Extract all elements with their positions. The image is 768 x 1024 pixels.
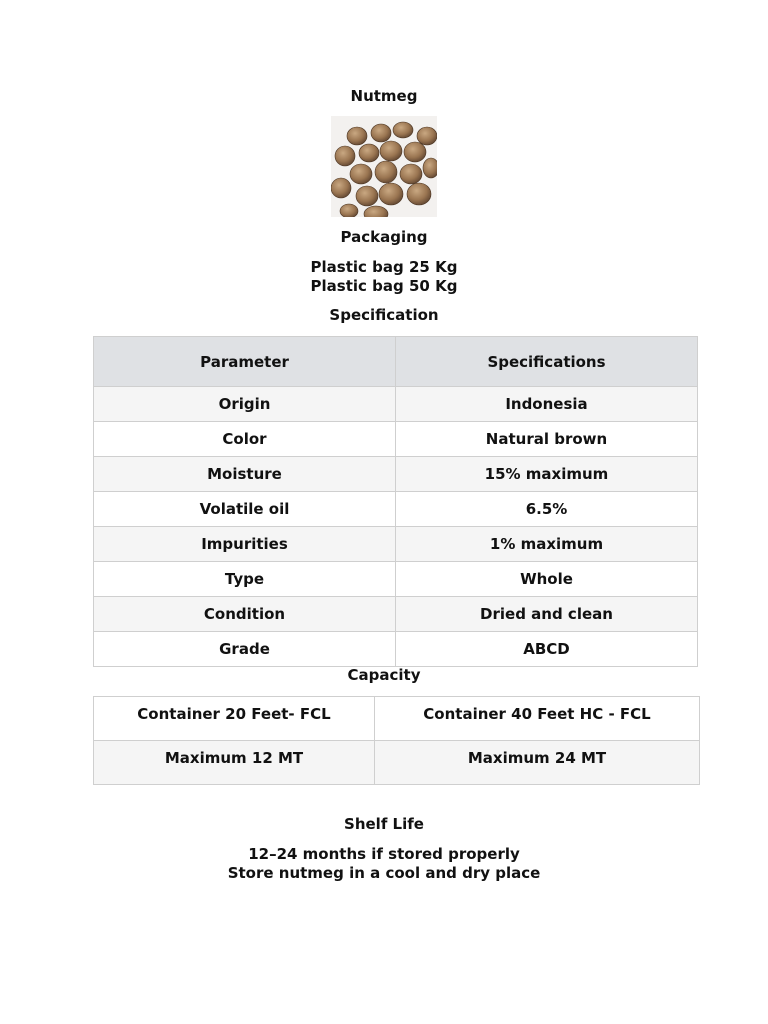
value-cell: ABCD	[396, 632, 698, 667]
capacity-value-cell: Maximum 12 MT	[94, 741, 375, 785]
shelf-life-notes	[0, 845, 768, 883]
value-cell: 6.5%	[396, 492, 698, 527]
value-cell: 1% maximum	[396, 527, 698, 562]
parameter-cell: Moisture	[94, 457, 396, 492]
table-row	[94, 597, 698, 632]
table-row	[94, 741, 700, 785]
table-row	[94, 527, 698, 562]
packaging-list	[0, 258, 768, 296]
specification-table	[93, 336, 698, 667]
column-header-specifications: Specifications	[396, 337, 698, 387]
page-title: Nutmeg	[350, 87, 418, 105]
parameter-cell: Origin	[94, 387, 396, 422]
container-type-cell: Container 20 Feet- FCL	[94, 697, 375, 741]
nutmeg-image	[331, 116, 437, 217]
shelf-life-line: 12–24 months if stored properly	[248, 845, 520, 863]
value-cell: Natural brown	[396, 422, 698, 457]
table-row	[94, 422, 698, 457]
parameter-cell: Grade	[94, 632, 396, 667]
table-row	[94, 457, 698, 492]
shelf-life-line: Store nutmeg in a cool and dry place	[227, 864, 541, 882]
value-cell: Dried and clean	[396, 597, 698, 632]
packaging-item: Plastic bag 50 Kg	[310, 277, 458, 295]
capacity-value-cell: Maximum 24 MT	[375, 741, 700, 785]
value-cell: Indonesia	[396, 387, 698, 422]
capacity-table	[93, 696, 700, 785]
table-row	[94, 387, 698, 422]
shelf-life-heading: Shelf Life	[344, 815, 424, 833]
table-row	[94, 632, 698, 667]
packaging-heading: Packaging	[340, 228, 428, 246]
table-row	[94, 562, 698, 597]
table-header-row	[94, 337, 698, 387]
specification-heading: Specification	[329, 306, 439, 324]
table-row	[94, 492, 698, 527]
column-header-parameter: Parameter	[94, 337, 396, 387]
table-row	[94, 697, 700, 741]
parameter-cell: Color	[94, 422, 396, 457]
parameter-cell: Condition	[94, 597, 396, 632]
capacity-heading: Capacity	[347, 666, 421, 684]
value-cell: 15% maximum	[396, 457, 698, 492]
parameter-cell: Type	[94, 562, 396, 597]
parameter-cell: Impurities	[94, 527, 396, 562]
value-cell: Whole	[396, 562, 698, 597]
packaging-item: Plastic bag 25 Kg	[310, 258, 458, 276]
container-type-cell: Container 40 Feet HC - FCL	[375, 697, 700, 741]
parameter-cell: Volatile oil	[94, 492, 396, 527]
